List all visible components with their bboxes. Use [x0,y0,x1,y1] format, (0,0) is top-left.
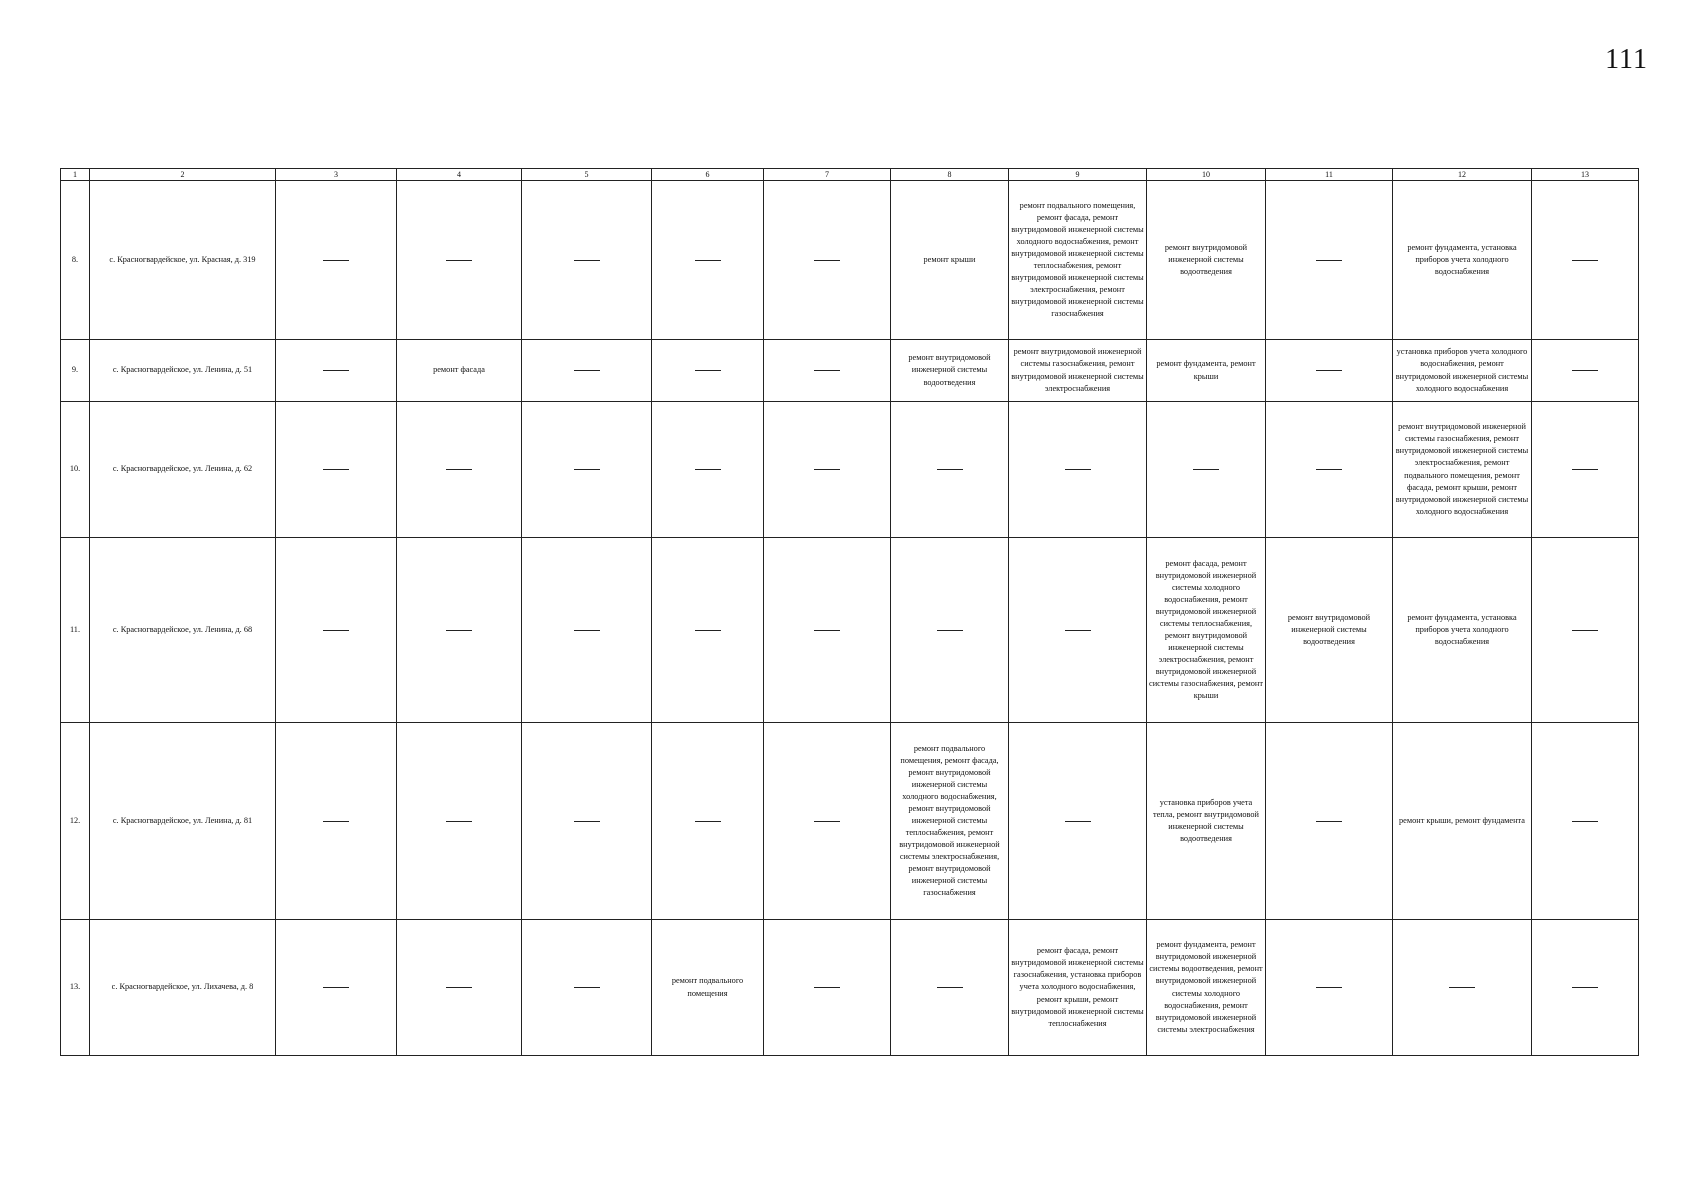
empty-dash [574,370,600,371]
empty-dash [1316,260,1342,261]
empty-dash [814,987,840,988]
work-cell: ремонт фундамента, установка приборов учета холодного водоснабжения [1393,538,1532,723]
empty-dash [323,370,349,371]
empty-dash [446,260,472,261]
work-cell [764,402,891,538]
column-header: 11 [1266,169,1393,181]
empty-dash [814,370,840,371]
work-cell [652,723,764,920]
empty-dash [1572,260,1598,261]
row-address: с. Красногвардейское, ул. Ленина, д. 81 [90,723,276,920]
empty-dash [1572,469,1598,470]
empty-dash [1316,370,1342,371]
empty-dash [695,469,721,470]
work-cell [1266,723,1393,920]
row-address: с. Красногвардейское, ул. Ленина, д. 68 [90,538,276,723]
work-cell [1532,181,1639,340]
work-cell: установка приборов учета тепла, ремонт внутридомовой инженерной системы водоотведения [1147,723,1266,920]
empty-dash [814,630,840,631]
work-cell [1009,723,1147,920]
empty-dash [323,469,349,470]
empty-dash [446,469,472,470]
column-header: 9 [1009,169,1147,181]
work-cell [276,340,397,402]
work-cell: ремонт крыши, ремонт фундамента [1393,723,1532,920]
work-cell: ремонт внутридомовой инженерной системы водоотведения [1266,538,1393,723]
empty-dash [1572,370,1598,371]
work-cell [276,723,397,920]
work-cell [1266,402,1393,538]
work-cell [522,723,652,920]
empty-dash [1065,469,1091,470]
capital-repair-schedule-table [60,168,1639,1056]
empty-dash [446,821,472,822]
work-cell [1009,538,1147,723]
work-cell [1532,402,1639,538]
empty-dash [937,987,963,988]
empty-dash [323,987,349,988]
empty-dash [574,987,600,988]
work-cell [276,402,397,538]
work-cell [1266,181,1393,340]
work-cell [764,723,891,920]
work-cell [276,181,397,340]
column-header: 13 [1532,169,1639,181]
column-header: 12 [1393,169,1532,181]
work-cell [652,181,764,340]
column-header: 6 [652,169,764,181]
row-number: 9. [61,340,90,402]
work-cell [397,402,522,538]
work-cell: ремонт фасада, ремонт внутридомовой инженерной системы газоснабжения, установка приборов учета холодного водоснабжения, ремонт крыши, ремонт внутридомовой инженерной системы теплоснабжения [1009,920,1147,1056]
row-number: 10. [61,402,90,538]
work-cell: ремонт подвального помещения [652,920,764,1056]
work-cell: ремонт внутридомовой инженерной системы газоснабжения, ремонт внутридомовой инженерной системы электроснабжения, ремонт подвального помещения, ремонт фасада, ремонт крыши, ремонт внутридомовой инженерной системы холодного водоснабжения [1393,402,1532,538]
empty-dash [1572,630,1598,631]
work-cell [764,181,891,340]
empty-dash [1449,987,1475,988]
table-row [61,723,1639,920]
work-cell: ремонт фасада, ремонт внутридомовой инженерной системы холодного водоснабжения, ремонт внутридомовой инженерной системы теплоснабжения, ремонт внутридомовой инженерной системы электроснабжения, ремонт внутридомовой инженерной системы газоснабжения, ремонт крыши [1147,538,1266,723]
work-cell: ремонт фасада [397,340,522,402]
work-cell [522,340,652,402]
work-cell [1532,538,1639,723]
column-header: 7 [764,169,891,181]
work-cell [1532,723,1639,920]
work-cell [397,181,522,340]
empty-dash [446,630,472,631]
work-cell [764,538,891,723]
work-cell [1266,920,1393,1056]
page-number: 111 [1605,44,1648,75]
work-cell [1532,920,1639,1056]
table-row [61,181,1639,340]
empty-dash [814,469,840,470]
work-cell [1532,340,1639,402]
work-cell: ремонт подвального помещения, ремонт фасада, ремонт внутридомовой инженерной системы холодного водоснабжения, ремонт внутридомовой инженерной системы теплоснабжения, ремонт внутридомовой инженерной системы электроснабжения, ремонт внутридомовой инженерной системы газоснабжения [1009,181,1147,340]
column-number-row [61,169,1639,181]
work-cell: ремонт фундамента, ремонт внутридомовой инженерной системы водоотведения, ремонт внутридомовой инженерной системы холодного водоснабжения, ремонт внутридомовой инженерной системы электроснабжения [1147,920,1266,1056]
empty-dash [937,469,963,470]
work-cell [891,402,1009,538]
row-number: 11. [61,538,90,723]
empty-dash [1193,469,1219,470]
empty-dash [446,987,472,988]
empty-dash [937,630,963,631]
empty-dash [695,370,721,371]
table-row [61,340,1639,402]
empty-dash [1572,987,1598,988]
table-row [61,402,1639,538]
empty-dash [323,821,349,822]
empty-dash [695,260,721,261]
work-cell [764,340,891,402]
empty-dash [323,260,349,261]
work-cell: ремонт подвального помещения, ремонт фасада, ремонт внутридомовой инженерной системы холодного водоснабжения, ремонт внутридомовой инженерной системы теплоснабжения, ремонт внутридомовой инженерной системы электроснабжения, ремонт внутридомовой инженерной системы газоснабжения [891,723,1009,920]
empty-dash [574,821,600,822]
work-cell [1009,402,1147,538]
work-cell [652,340,764,402]
work-cell [652,538,764,723]
work-cell [1147,402,1266,538]
row-address: с. Красногвардейское, ул. Красная, д. 319 [90,181,276,340]
row-address: с. Красногвардейское, ул. Ленина, д. 51 [90,340,276,402]
work-cell [276,538,397,723]
work-cell: ремонт внутридомовой инженерной системы водоотведения [1147,181,1266,340]
work-cell: установка приборов учета холодного водоснабжения, ремонт внутридомовой инженерной системы холодного водоснабжения [1393,340,1532,402]
empty-dash [1065,821,1091,822]
work-cell: ремонт фундамента, установка приборов учета холодного водоснабжения [1393,181,1532,340]
work-cell [397,723,522,920]
work-cell [522,181,652,340]
column-header: 3 [276,169,397,181]
row-number: 13. [61,920,90,1056]
column-header: 4 [397,169,522,181]
work-cell: ремонт внутридомовой инженерной системы водоотведения [891,340,1009,402]
empty-dash [323,630,349,631]
work-cell [522,920,652,1056]
table-body [61,169,1639,1056]
column-header: 2 [90,169,276,181]
work-cell [522,538,652,723]
work-cell: ремонт фундамента, ремонт крыши [1147,340,1266,402]
column-header: 8 [891,169,1009,181]
work-cell [522,402,652,538]
empty-dash [695,630,721,631]
table-row [61,538,1639,723]
empty-dash [814,821,840,822]
work-cell: ремонт крыши [891,181,1009,340]
empty-dash [574,630,600,631]
empty-dash [695,821,721,822]
empty-dash [574,469,600,470]
column-header: 10 [1147,169,1266,181]
work-cell [652,402,764,538]
table-row [61,920,1639,1056]
empty-dash [814,260,840,261]
empty-dash [574,260,600,261]
empty-dash [1316,987,1342,988]
work-cell [891,538,1009,723]
empty-dash [1065,630,1091,631]
column-header: 5 [522,169,652,181]
work-cell [397,920,522,1056]
work-cell [1266,340,1393,402]
empty-dash [1316,469,1342,470]
column-header: 1 [61,169,90,181]
work-cell [891,920,1009,1056]
row-address: с. Красногвардейское, ул. Лихачева, д. 8 [90,920,276,1056]
empty-dash [1316,821,1342,822]
work-cell [397,538,522,723]
work-cell [764,920,891,1056]
empty-dash [1572,821,1598,822]
work-cell: ремонт внутридомовой инженерной системы газоснабжения, ремонт внутридомовой инженерной системы электроснабжения [1009,340,1147,402]
row-address: с. Красногвардейское, ул. Ленина, д. 62 [90,402,276,538]
work-cell [276,920,397,1056]
row-number: 8. [61,181,90,340]
row-number: 12. [61,723,90,920]
work-cell [1393,920,1532,1056]
